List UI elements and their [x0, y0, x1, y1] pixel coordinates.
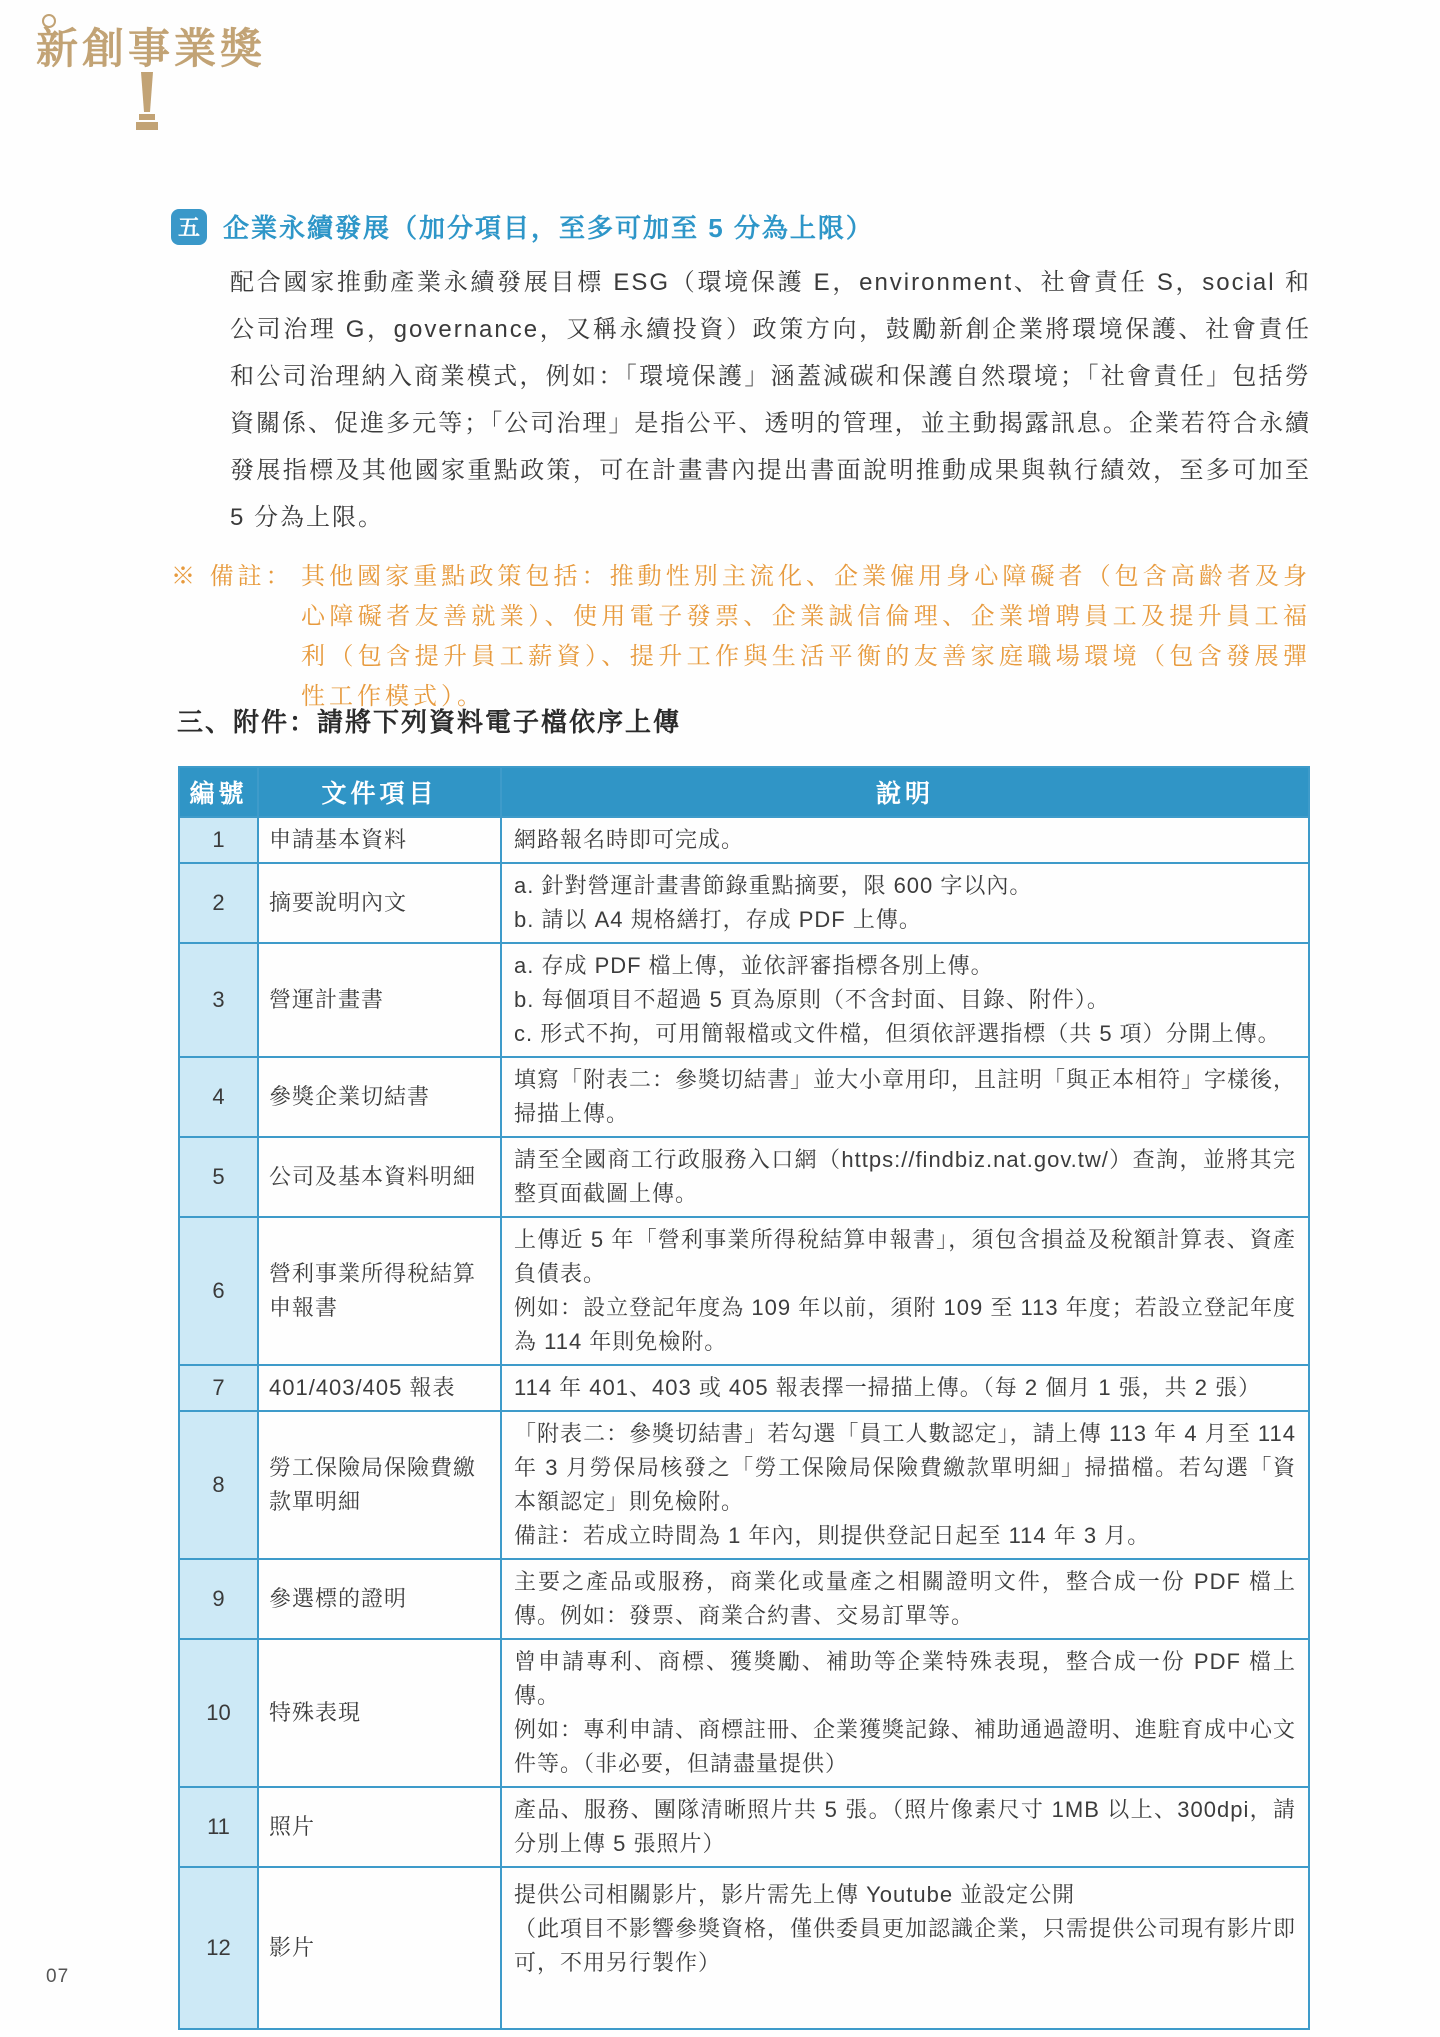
- description-paragraph: 曾申請專利、商標、獲獎勵、補助等企業特殊表現，整合成一份 PDF 檔上傳。: [514, 1649, 1296, 1708]
- remark-marker: ※ 備註：: [171, 563, 294, 590]
- row-description: [501, 1217, 1309, 1365]
- row-item: 照片: [258, 1787, 501, 1867]
- description-paragraph: 網路報名時即可完成。: [514, 827, 745, 852]
- row-description: [501, 1867, 1309, 2029]
- row-number: 10: [179, 1639, 258, 1787]
- section-five-header: [171, 208, 1311, 245]
- description-paragraph: a. 針對營運計畫書節錄重點摘要，限 600 字以內。: [514, 873, 1033, 898]
- table-row: [179, 863, 1309, 943]
- row-item: 影片: [258, 1867, 501, 2029]
- description-paragraph: 114 年 401、403 或 405 報表擇一掃描上傳。（每 2 個月 1 張，共 2 張）: [514, 1375, 1262, 1400]
- row-description: [501, 1559, 1309, 1639]
- table-row: [179, 1639, 1309, 1787]
- table-row: [179, 1559, 1309, 1639]
- remark-body: 其他國家重點政策包括：推動性別主流化、企業僱用身心障礙者（包含高齡者及身心障礙者友善就業）、使用電子發票、企業誠信倫理、企業增聘員工及提升員工福利（包含提升員工薪資）、提升工作與生活平衡的友善家庭職場環境（包含發展彈性工作模式）。: [301, 563, 1311, 710]
- row-number: 3: [179, 943, 258, 1057]
- row-number: 9: [179, 1559, 258, 1639]
- section-sustainability: [171, 208, 1311, 717]
- description-paragraph: c. 形式不拘，可用簡報檔或文件檔，但須依評選指標（共 5 項）分開上傳。: [514, 1021, 1281, 1046]
- description-paragraph: 備註：若成立時間為 1 年內，則提供登記日起至 114 年 3 月。: [514, 1523, 1151, 1548]
- trophy-icon: [132, 72, 162, 138]
- description-paragraph: 「附表二：參獎切結書」若勾選「員工人數認定」，請上傳 113 年 4 月至 114 年 3 月勞保局核發之「勞工保險局保險費繳款單明細」掃描檔。若勾選「資本額認定」則免檢附。: [514, 1421, 1296, 1514]
- table-row: [179, 1137, 1309, 1217]
- table-row: [179, 817, 1309, 863]
- table-row: [179, 1411, 1309, 1559]
- row-item: 營運計畫書: [258, 943, 501, 1057]
- row-number: 2: [179, 863, 258, 943]
- table-row: [179, 1365, 1309, 1411]
- award-logo: [36, 26, 296, 72]
- row-description: [501, 1411, 1309, 1559]
- header-description: 說明: [501, 767, 1309, 817]
- description-paragraph: 例如：專利申請、商標註冊、企業獲獎記錄、補助通過證明、進駐育成中心文件等。（非必要，但請盡量提供）: [514, 1717, 1297, 1776]
- section-five-title: 企業永續發展（加分項目，至多可加至 5 分為上限）: [223, 213, 874, 243]
- row-description: [501, 1137, 1309, 1217]
- description-paragraph: 填寫「附表二：參獎切結書」並大小章用印，且註明「與正本相符」字樣後，掃描上傳。: [514, 1067, 1297, 1126]
- header-item: 文件項目: [258, 767, 501, 817]
- description-paragraph: b. 每個項目不超過 5 頁為原則（不含封面、目錄、附件）。: [514, 987, 1110, 1012]
- description-paragraph: a. 存成 PDF 檔上傳，並依評審指標各別上傳。: [514, 953, 994, 978]
- row-item: 營利事業所得稅結算申報書: [258, 1217, 501, 1365]
- row-description: [501, 1057, 1309, 1137]
- section-five-badge: 五: [171, 209, 207, 245]
- description-paragraph: 提供公司相關影片，影片需先上傳 Youtube 並設定公開: [514, 1882, 1076, 1907]
- table-header: [179, 767, 1309, 817]
- description-paragraph: b. 請以 A4 規格繕打，存成 PDF 上傳。: [514, 907, 922, 932]
- attachments-table: [178, 766, 1310, 2030]
- row-number: 12: [179, 1867, 258, 2029]
- description-paragraph: 主要之產品或服務，商業化或量產之相關證明文件，整合成一份 PDF 檔上傳。例如：發票、商業合約書、交易訂單等。: [514, 1569, 1296, 1628]
- row-item: 摘要說明內文: [258, 863, 501, 943]
- row-number: 11: [179, 1787, 258, 1867]
- header-number: 編號: [179, 767, 258, 817]
- table-row: [179, 1217, 1309, 1365]
- remark-note: [171, 557, 1311, 717]
- row-number: 8: [179, 1411, 258, 1559]
- row-description: [501, 1639, 1309, 1787]
- row-number: 6: [179, 1217, 258, 1365]
- row-number: 5: [179, 1137, 258, 1217]
- table-row: [179, 943, 1309, 1057]
- description-paragraph: 例如：設立登記年度為 109 年以前，須附 109 至 113 年度；若設立登記年度為 114 年則免檢附。: [514, 1295, 1296, 1354]
- description-paragraph: 產品、服務、團隊清晰照片共 5 張。（照片像素尺寸 1MB 以上、300dpi，請分別上傳 5 張照片）: [514, 1797, 1296, 1856]
- row-item: 勞工保險局保險費繳款單明細: [258, 1411, 501, 1559]
- row-description: [501, 863, 1309, 943]
- row-number: 7: [179, 1365, 258, 1411]
- table-body: [179, 817, 1309, 2029]
- row-description: [501, 1787, 1309, 1867]
- row-item: 申請基本資料: [258, 817, 501, 863]
- description-paragraph: 請至全國商工行政服務入口網（https://findbiz.nat.gov.tw/）查詢，並將其完整頁面截圖上傳。: [514, 1147, 1296, 1206]
- description-paragraph: 上傳近 5 年「營利事業所得稅結算申報書」，須包含損益及稅額計算表、資產負債表。: [514, 1227, 1296, 1286]
- row-description: [501, 1365, 1309, 1411]
- row-description: [501, 817, 1309, 863]
- row-item: 公司及基本資料明細: [258, 1137, 501, 1217]
- table-row: [179, 1867, 1309, 2029]
- table-row: [179, 1787, 1309, 1867]
- lightbulb-icon: [42, 14, 56, 28]
- row-item: 401/403/405 報表: [258, 1365, 501, 1411]
- row-number: 4: [179, 1057, 258, 1137]
- logo-text: 新創事業獎: [36, 25, 267, 72]
- row-item: 參獎企業切結書: [258, 1057, 501, 1137]
- row-number: 1: [179, 817, 258, 863]
- table-row: [179, 1057, 1309, 1137]
- row-description: [501, 943, 1309, 1057]
- row-item: 參選標的證明: [258, 1559, 501, 1639]
- description-paragraph: （此項目不影響參獎資格，僅供委員更加認識企業，只需提供公司現有影片即可，不用另行製作）: [514, 1916, 1297, 1975]
- attachments-heading: 三、附件：請將下列資料電子檔依序上傳: [177, 707, 682, 737]
- page-number: 07: [46, 1966, 70, 1987]
- section-five-body: 配合國家推動產業永續發展目標 ESG（環境保護 E，environment、社會責任 S，social 和公司治理 G，governance，又稱永續投資）政策方向，鼓勵新創企業將環境保護、社會責任和公司治理納入商業模式，例如：「環境保護」涵蓋減碳和保護自然環境；「社會責任」包括勞資關係、促進多元等；「公司治理」是指公平、透明的管理，並主動揭露訊息。企業若符合永續發展指標及其他國家重點政策，可在計畫書內提出書面說明推動成果與執行績效，至多可加至 5 分為上限。: [230, 269, 1311, 531]
- row-item: 特殊表現: [258, 1639, 501, 1787]
